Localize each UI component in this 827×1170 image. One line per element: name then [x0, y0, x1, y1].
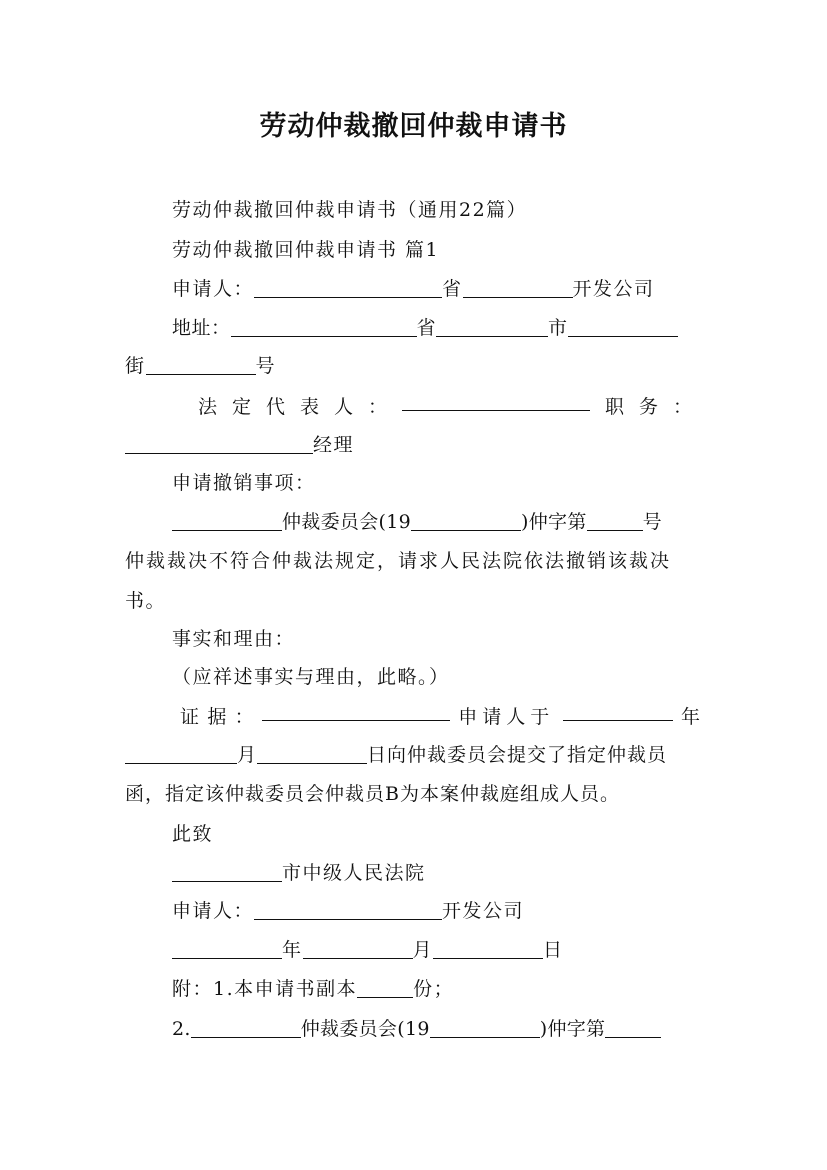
case-no-text: )仲字第	[521, 511, 587, 533]
salutation: 此致	[172, 823, 214, 845]
copies-text: 份；	[413, 978, 455, 1000]
attachment-text: 附：1.本申请书副本	[172, 978, 358, 1000]
blank	[125, 433, 313, 454]
char: ：	[234, 706, 254, 728]
attachment-line-2	[172, 1012, 702, 1046]
blank	[262, 700, 450, 721]
attachment-number: 2.	[172, 1018, 191, 1040]
legal-rep-line	[198, 390, 692, 424]
matter-line-3: 书。	[125, 590, 167, 612]
committee-text: 仲裁委员会(19	[300, 1018, 430, 1040]
facts-text: （应祥述事实与理由，此略。）	[172, 666, 450, 688]
blank	[430, 1017, 540, 1038]
char: 据	[207, 706, 227, 728]
address-label: 地址：	[172, 317, 231, 339]
blank	[463, 277, 573, 298]
attachment-line	[172, 972, 702, 1006]
province-text: 省	[442, 278, 463, 300]
legal-rep-line-2	[125, 428, 702, 462]
day-text: 日	[543, 939, 564, 961]
applicant-label: 申请人：	[172, 278, 255, 300]
month-text: 月	[237, 744, 258, 766]
char: 定	[232, 396, 252, 418]
address-line-2	[125, 349, 702, 383]
manager-text: 经理	[313, 434, 355, 456]
month-text: 月	[412, 939, 434, 961]
blank	[231, 316, 417, 337]
evidence-line-2	[125, 738, 702, 772]
company-text: 开发公司	[572, 278, 655, 300]
evidence-line	[180, 700, 700, 734]
matter-line	[172, 505, 702, 539]
facts-heading: 事实和理由：	[172, 628, 296, 650]
company-text: 开发公司	[442, 900, 525, 922]
committee-text: 仲裁委员会(19	[282, 511, 411, 533]
court-text: 市中级人民法院	[282, 862, 426, 884]
number-text: 号	[255, 355, 277, 377]
blank	[563, 700, 673, 721]
city-text: 市	[548, 317, 568, 339]
sign-line	[172, 894, 702, 928]
blank	[172, 938, 282, 959]
blank	[605, 1017, 661, 1038]
blank	[303, 938, 413, 959]
blank	[125, 743, 237, 764]
char: 表	[300, 396, 320, 418]
date-line	[172, 933, 702, 967]
blank	[257, 743, 367, 764]
blank	[146, 354, 256, 375]
blank	[568, 316, 678, 337]
matter-line-2: 仲裁裁决不符合仲裁法规定，请求人民法院依法撤销该裁决	[125, 550, 672, 572]
blank	[587, 510, 643, 531]
court-line	[172, 856, 702, 890]
blank	[172, 861, 282, 882]
char: 法	[198, 396, 218, 418]
char: 证	[180, 706, 200, 728]
char: ：	[672, 396, 692, 418]
char: 人	[334, 396, 354, 418]
applicant-label: 申请人：	[172, 900, 255, 922]
blank	[411, 510, 521, 531]
blank	[172, 510, 282, 531]
section-heading: 劳动仲裁撤回仲裁申请书 篇1	[172, 239, 440, 261]
address-line	[172, 311, 702, 345]
year-text: 年	[282, 939, 303, 961]
case-no-text: )仲字第	[539, 1018, 606, 1040]
province-text: 省	[416, 317, 437, 339]
document-title: 劳动仲裁撤回仲裁申请书	[259, 111, 568, 142]
blank	[254, 899, 442, 920]
char: 职	[604, 396, 624, 418]
char: 务	[638, 396, 658, 418]
subtitle: 劳动仲裁撤回仲裁申请书（通用22篇）	[172, 199, 528, 221]
char: ：	[368, 396, 388, 418]
blank	[433, 938, 543, 959]
year-text: 年	[680, 706, 700, 728]
applicant-line	[172, 272, 702, 306]
evidence-line-3: 函，指定该仲裁委员会仲裁员B为本案仲裁庭组成人员。	[125, 783, 620, 805]
blank	[191, 1017, 301, 1038]
blank	[357, 977, 413, 998]
applicant-on-text: 申请人于	[458, 706, 555, 728]
evidence-text: 日向仲裁委员会提交了指定仲裁员	[367, 744, 668, 766]
number-text: 号	[642, 511, 662, 533]
matter-heading: 申请撤销事项：	[172, 472, 316, 494]
blank	[402, 390, 590, 411]
street-text: 街	[125, 355, 146, 377]
char: 代	[266, 396, 286, 418]
blank	[436, 316, 548, 337]
blank	[254, 277, 442, 298]
